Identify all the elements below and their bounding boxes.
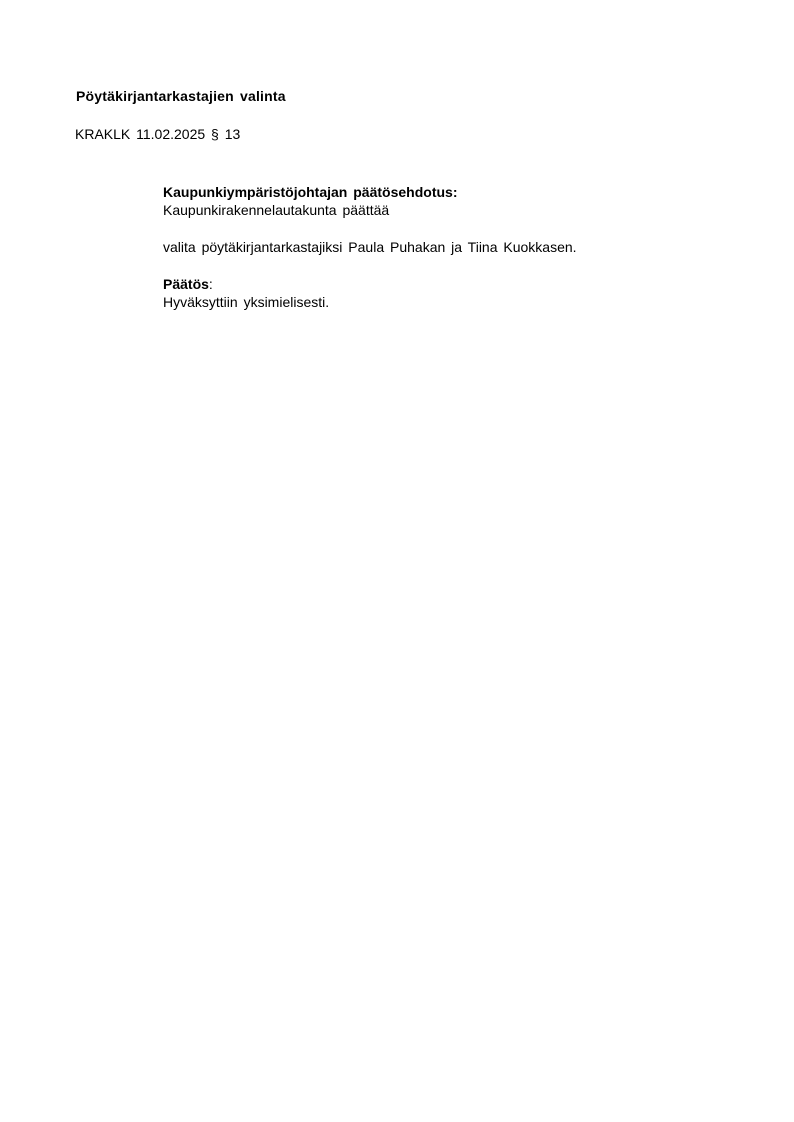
proposal-heading: Kaupunkiympäristöjohtajan päätösehdotus: — [163, 184, 458, 200]
document-title: Pöytäkirjantarkastajien valinta — [76, 88, 286, 104]
proposal-body-line-1: Kaupunkirakennelautakunta päättää — [163, 202, 390, 218]
decision-colon: : — [208, 276, 213, 292]
proposal-body-line-2: valita pöytäkirjantarkastajiksi Paula Puhakan ja Tiina Kuokkasen. — [163, 239, 577, 255]
decision-label: Päätös — [163, 276, 209, 292]
document-reference-line: KRAKLK 11.02.2025 § 13 — [75, 126, 241, 142]
decision-text: Hyväksyttiin yksimielisesti. — [163, 294, 330, 310]
decision-heading — [163, 275, 213, 293]
